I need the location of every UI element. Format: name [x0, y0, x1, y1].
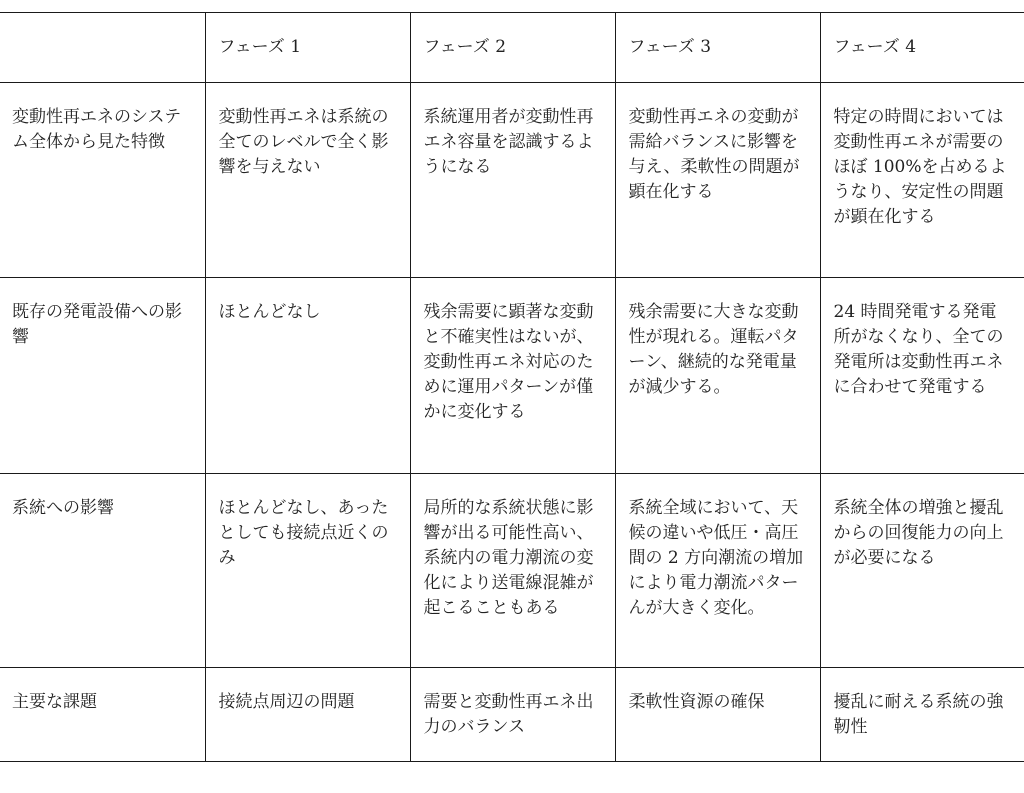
table-cell: 系統全体の増強と擾乱からの回復能力の向上が必要になる	[820, 474, 1024, 668]
table-cell: 擾乱に耐える系統の強靭性	[820, 668, 1024, 762]
table-cell: 需要と変動性再エネ出力のバランス	[410, 668, 615, 762]
header-phase-1: フェーズ 1	[205, 13, 410, 83]
header-phase-2: フェーズ 2	[410, 13, 615, 83]
table-cell: 変動性再エネの変動が需給バランスに影響を与え、柔軟性の問題が顕在化する	[615, 83, 820, 278]
row-label: 系統への影響	[0, 474, 205, 668]
row-label: 既存の発電設備への影響	[0, 278, 205, 474]
table-cell: 接続点周辺の問題	[205, 668, 410, 762]
table-cell: ほとんどなし、あったとしても接続点近くのみ	[205, 474, 410, 668]
table-cell: 系統全域において、天候の違いや低圧・高圧間の 2 方向潮流の増加により電力潮流パターんが大きく変化。	[615, 474, 820, 668]
row-label: 主要な課題	[0, 668, 205, 762]
table-cell: ほとんどなし	[205, 278, 410, 474]
header-row	[0, 13, 1024, 83]
table-cell: 系統運用者が変動性再エネ容量を認識するようになる	[410, 83, 615, 278]
table-cell: 24 時間発電する発電所がなくなり、全ての発電所は変動性再エネに合わせて発電する	[820, 278, 1024, 474]
table-row	[0, 474, 1024, 668]
table-cell: 残余需要に大きな変動性が現れる。運転パターン、継続的な発電量が減少する。	[615, 278, 820, 474]
table-row	[0, 83, 1024, 278]
table-cell: 局所的な系統状態に影響が出る可能性高い、系統内の電力潮流の変化により送電線混雑が起こることもある	[410, 474, 615, 668]
table-cell: 特定の時間においては変動性再エネが需要のほぼ 100%を占めるようなり、安定性の問題が顕在化する	[820, 83, 1024, 278]
table-cell: 変動性再エネは系統の全てのレベルで全く影響を与えない	[205, 83, 410, 278]
row-label: 変動性再エネのシステム全体から見た特徴	[0, 83, 205, 278]
table-row	[0, 278, 1024, 474]
header-phase-3: フェーズ 3	[615, 13, 820, 83]
header-corner-cell	[0, 13, 205, 83]
header-phase-4: フェーズ 4	[820, 13, 1024, 83]
table-cell: 柔軟性資源の確保	[615, 668, 820, 762]
phase-comparison-table	[0, 12, 1024, 762]
table-row	[0, 668, 1024, 762]
table-cell: 残余需要に顕著な変動と不確実性はないが、変動性再エネ対応のために運用パターンが僅かに変化する	[410, 278, 615, 474]
